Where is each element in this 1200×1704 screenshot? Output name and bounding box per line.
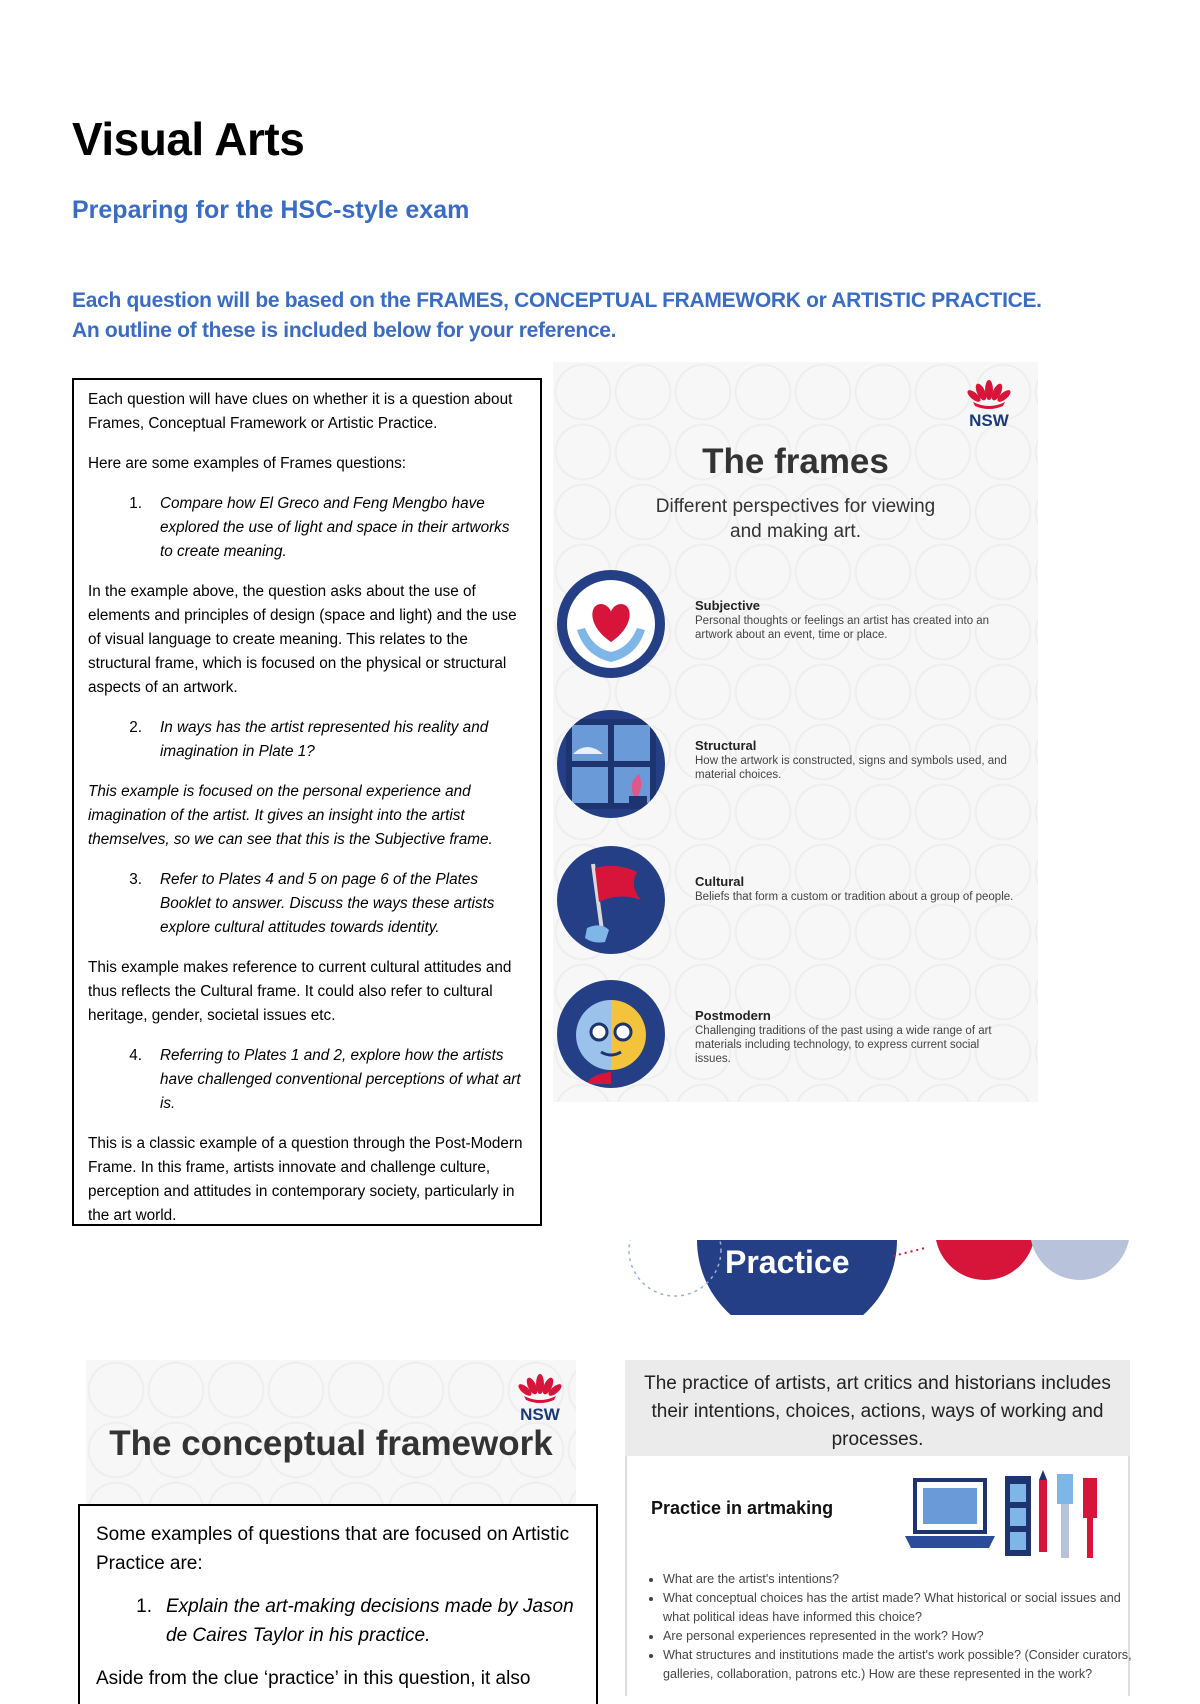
frame-description: Personal thoughts or feelings an artist has created into an artwork about an event, time or place. xyxy=(695,615,990,641)
hands-heart-icon xyxy=(557,570,665,678)
frames-box-paragraph: In the example above, the question asks about the use of elements and principles of design (space and light) and the use of visual language to create meaning. This relates to the structural frame, which is focused on the physical or structural aspects of an artwork. xyxy=(88,583,517,696)
nsw-logo-text: NSW xyxy=(969,411,1009,430)
question-text: In ways has the artist represented his reality and imagination in Plate 1? xyxy=(160,719,489,760)
practice-box-paragraph: Aside from the clue ‘practice’ in this question, it also xyxy=(96,1668,531,1689)
waratah-icon xyxy=(959,376,1019,436)
practice-header-graphic xyxy=(625,1240,1130,1315)
artmaking-question-list xyxy=(647,1570,1133,1684)
frames-box-paragraph: Here are some examples of Frames questions: xyxy=(88,455,406,472)
question-text: Compare how El Greco and Feng Mengbo have explored the use of light and space in their artworks to create meaning. xyxy=(160,495,510,560)
example-question xyxy=(88,868,526,940)
artmaking-title: Practice in artmaking xyxy=(651,1498,834,1518)
document-intro: Each question will be based on the FRAMES, CONCEPTUAL FRAMEWORK or ARTISTIC PRACTICE. An outline of these is included below for your reference. xyxy=(72,289,1042,342)
question-text: Refer to Plates 4 and 5 on page 6 of the Plates Booklet to answer. Discuss the ways these artists explore cultural attitudes towards identity. xyxy=(160,871,495,936)
list-item: • Are personal experiences represented in the work? How? xyxy=(663,1627,1133,1646)
frame-item-subjective xyxy=(553,570,1038,690)
practice-panel-body xyxy=(625,1456,1130,1696)
question-text: Explain the art-making decisions made by Jason de Caires Taylor in his practice. xyxy=(166,1596,574,1646)
nsw-logo xyxy=(510,1370,570,1430)
document-title: Visual Arts xyxy=(72,113,305,165)
nsw-logo-text: NSW xyxy=(520,1405,560,1424)
frames-box-paragraph: Each question will have clues on whether it is a question about Frames, Conceptual Framework or Artistic Practice. xyxy=(88,391,513,432)
frames-infographic xyxy=(553,362,1038,1102)
practice-header-shapes xyxy=(625,1240,1130,1315)
frame-item-structural xyxy=(553,710,1038,830)
practice-header-title: Practice xyxy=(725,1244,850,1280)
conceptual-framework-title: The conceptual framework xyxy=(109,1424,553,1463)
list-item: • What structures and institutions made the artist's work possible? (Consider curators, galleries, collaboration, patrons etc.) How are these represented in the work? xyxy=(663,1646,1133,1684)
frame-item-postmodern xyxy=(553,980,1038,1100)
example-question xyxy=(88,1044,526,1116)
art-tools-icon xyxy=(905,1466,1115,1566)
list-item: • What are the artist's intentions? xyxy=(663,1570,1133,1589)
frame-name: Subjective xyxy=(695,598,761,613)
flag-icon xyxy=(557,846,665,954)
frames-graphic-subtitle: Different perspectives for viewing and making art. xyxy=(655,496,936,542)
question-text: Referring to Plates 1 and 2, explore how the artists have challenged conventional perceptions of what art is. xyxy=(160,1047,521,1112)
practice-panel xyxy=(625,1360,1130,1696)
frame-name: Structural xyxy=(695,738,757,753)
practice-question-box xyxy=(78,1504,598,1704)
example-question xyxy=(88,716,526,764)
practice-intro: The practice of artists, art critics and historians includes their intentions, choices, actions, ways of working and processes. xyxy=(625,1360,1130,1456)
frame-description: Beliefs that form a custom or tradition about a group of people. xyxy=(695,891,1014,903)
document-subtitle: Preparing for the HSC-style exam xyxy=(72,196,470,224)
question-number: 2. xyxy=(129,719,142,736)
frames-box-paragraph: This example makes reference to current cultural attitudes and thus reflects the Cultural frame. It could also refer to cultural heritage, gender, societal issues etc. xyxy=(88,959,512,1024)
frames-box-paragraph: This is a classic example of a question through the Post-Modern Frame. In this frame, artists innovate and challenge culture, perception and attitudes in contemporary society, particularly in the art world. xyxy=(88,1135,523,1224)
frame-description: Challenging traditions of the past using a wide range of art materials including technology, to express current social issues. xyxy=(695,1025,992,1065)
waratah-icon xyxy=(510,1370,570,1430)
frames-question-box xyxy=(72,378,542,1226)
frames-graphic-title: The frames xyxy=(702,442,889,481)
frame-name: Postmodern xyxy=(695,1008,771,1023)
question-number: 1. xyxy=(136,1596,152,1617)
list-item: • What conceptual choices has the artist made? What historical or social issues and what political ideas have informed this choice? xyxy=(663,1589,1133,1627)
question-number: 3. xyxy=(129,871,142,888)
frame-description: How the artwork is constructed, signs and symbols used, and material choices. xyxy=(695,755,1007,781)
question-number: 4. xyxy=(129,1047,142,1064)
robot-face-icon xyxy=(557,980,665,1088)
frames-box-paragraph: This example is focused on the personal experience and imagination of the artist. It gives an insight into the artist themselves, so we can see that this is the Subjective frame. xyxy=(88,783,493,848)
nsw-logo xyxy=(959,376,1019,436)
example-question xyxy=(96,1592,580,1650)
window-icon xyxy=(557,710,665,818)
question-number: 1. xyxy=(129,495,142,512)
frame-item-cultural xyxy=(553,846,1038,966)
example-question xyxy=(88,492,526,564)
frame-name: Cultural xyxy=(695,874,745,889)
practice-box-paragraph: Some examples of questions that are focused on Artistic Practice are: xyxy=(96,1524,570,1574)
